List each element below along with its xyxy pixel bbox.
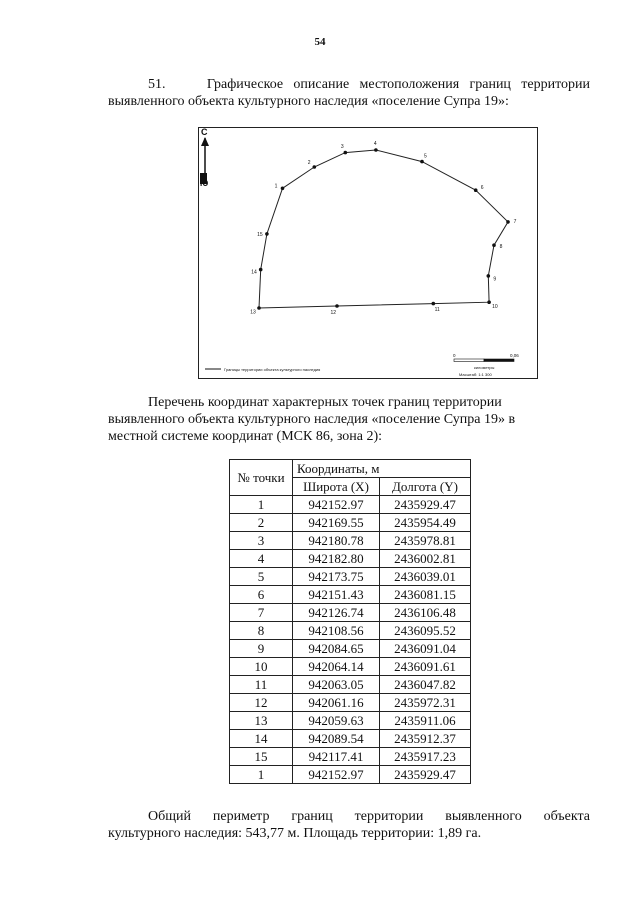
cell-point-number: 14 — [230, 730, 293, 748]
scale-unit: километры — [474, 365, 495, 370]
boundary-point-label: 3 — [340, 144, 344, 151]
map-legend — [205, 367, 320, 372]
cell-point-number: 8 — [230, 622, 293, 640]
boundary-point-label: 1 — [274, 183, 278, 190]
scale-bar — [453, 353, 519, 377]
boundary-point-marker — [506, 220, 510, 224]
section-heading — [108, 76, 590, 110]
cell-longitude: 2436106.48 — [380, 604, 471, 622]
cell-point-number: 1 — [230, 496, 293, 514]
cell-longitude: 2436047.82 — [380, 676, 471, 694]
cell-point-number: 9 — [230, 640, 293, 658]
header-latitude: Широта (X) — [293, 478, 380, 496]
cell-longitude: 2435917.23 — [380, 748, 471, 766]
cell-latitude: 942084.65 — [293, 640, 380, 658]
coords-intro — [108, 394, 590, 445]
boundary-point-label: 14 — [251, 269, 257, 276]
cell-longitude: 2436081.15 — [380, 586, 471, 604]
cell-latitude: 942126.74 — [293, 604, 380, 622]
table-row — [230, 514, 471, 532]
cell-point-number: 15 — [230, 748, 293, 766]
scale-segment-1 — [454, 359, 484, 362]
cell-latitude: 942182.80 — [293, 550, 380, 568]
table-row — [230, 658, 471, 676]
summary-line2: культурного наследия: 543,77 м. Площадь территории: 1,89 га. — [108, 826, 482, 841]
boundary-point-label: 10 — [492, 303, 498, 310]
page-number: 54 — [314, 36, 326, 48]
cell-point-number: 7 — [230, 604, 293, 622]
table-body — [230, 496, 471, 784]
cell-longitude: 2435929.47 — [380, 496, 471, 514]
boundary-point-label: 13 — [250, 309, 256, 316]
boundary-map-canvas — [199, 128, 539, 380]
boundary-point-marker — [259, 268, 263, 272]
cell-point-number: 13 — [230, 712, 293, 730]
cell-latitude: 942173.75 — [293, 568, 380, 586]
boundary-point-marker — [344, 151, 348, 155]
boundary-point-label: 9 — [493, 276, 497, 283]
scale-ratio: Масштаб: 1:1 300 — [459, 372, 492, 377]
cell-point-number: 6 — [230, 586, 293, 604]
cell-latitude: 942152.97 — [293, 496, 380, 514]
table-row — [230, 730, 471, 748]
table-row — [230, 622, 471, 640]
cell-longitude: 2435972.31 — [380, 694, 471, 712]
boundary-map — [198, 127, 538, 379]
cell-latitude: 942117.41 — [293, 748, 380, 766]
boundary-point-label: 2 — [307, 160, 311, 166]
coords-intro-line2: выявленного объекта культурного наследия «поселение Супра 19» в — [108, 412, 516, 427]
cell-latitude: 942061.16 — [293, 694, 380, 712]
boundary-point-marker — [265, 232, 269, 236]
cell-point-number: 12 — [230, 694, 293, 712]
header-longitude: Долгота (Y) — [380, 478, 471, 496]
scale-zero: 0 — [453, 353, 456, 358]
north-arrow — [200, 128, 209, 188]
cell-latitude: 942151.43 — [293, 586, 380, 604]
cell-point-number: 3 — [230, 532, 293, 550]
coordinates-table — [229, 459, 471, 784]
cell-latitude: 942152.97 — [293, 766, 380, 784]
cell-longitude: 2436002.81 — [380, 550, 471, 568]
cell-point-number: 1 — [230, 766, 293, 784]
scale-segment-2 — [484, 359, 514, 362]
cell-latitude: 942108.56 — [293, 622, 380, 640]
section-title-line1: Графическое описание местоположения границ территории — [206, 77, 590, 92]
cell-latitude: 942169.55 — [293, 514, 380, 532]
cell-latitude: 942063.05 — [293, 676, 380, 694]
boundary-points — [250, 141, 516, 316]
cell-longitude: 2436091.61 — [380, 658, 471, 676]
table-header-row — [230, 460, 471, 478]
boundary-point-marker — [420, 160, 424, 164]
cell-point-number: 2 — [230, 514, 293, 532]
table-row — [230, 586, 471, 604]
section-title-line2: выявленного объекта культурного наследия «поселение Супра 19»: — [108, 94, 509, 109]
cell-point-number: 10 — [230, 658, 293, 676]
territory-boundary — [259, 150, 508, 308]
table-row — [230, 640, 471, 658]
boundary-point-label: 7 — [513, 219, 517, 226]
boundary-point-label: 5 — [424, 153, 427, 160]
boundary-point-label: 15 — [257, 231, 263, 238]
legend-label: Границы территории объекта культурного наследия — [224, 367, 321, 372]
cell-longitude: 2435978.81 — [380, 532, 471, 550]
boundary-point-marker — [313, 165, 317, 169]
section-number: 51. — [148, 77, 166, 92]
boundary-point-marker — [492, 243, 496, 247]
boundary-point-marker — [432, 302, 436, 306]
section-heading-line1 — [108, 76, 590, 93]
boundary-point-marker — [335, 304, 339, 308]
header-point-number: № точки — [230, 460, 293, 496]
table-row — [230, 568, 471, 586]
boundary-point-label: 6 — [480, 185, 484, 192]
boundary-point-marker — [487, 300, 491, 304]
boundary-point-label: 8 — [499, 243, 503, 250]
boundary-point-label: 12 — [330, 309, 337, 316]
boundary-point-label: 11 — [434, 307, 440, 314]
scale-max: 0,06 — [510, 353, 519, 358]
boundary-point-marker — [257, 306, 261, 310]
table-row — [230, 694, 471, 712]
table-row — [230, 532, 471, 550]
cell-longitude: 2435954.49 — [380, 514, 471, 532]
table-row — [230, 604, 471, 622]
table-row — [230, 748, 471, 766]
header-coordinates: Координаты, м — [293, 460, 471, 478]
cell-point-number: 5 — [230, 568, 293, 586]
table-row — [230, 550, 471, 568]
north-label: С — [201, 128, 208, 137]
coords-intro-line3: местной системе координат (МСК 86, зона 2): — [108, 429, 383, 444]
coords-intro-line1: Перечень координат характерных точек границ территории — [148, 395, 502, 410]
cell-latitude: 942089.54 — [293, 730, 380, 748]
cell-latitude: 942059.63 — [293, 712, 380, 730]
boundary-point-marker — [474, 188, 478, 192]
north-arrow-head — [201, 137, 209, 146]
cell-latitude: 942180.78 — [293, 532, 380, 550]
boundary-point-marker — [487, 274, 491, 278]
south-label: Ю — [200, 179, 209, 188]
cell-longitude: 2435929.47 — [380, 766, 471, 784]
cell-point-number: 11 — [230, 676, 293, 694]
summary-line1: Общий периметр границ территории выявленного объекта — [148, 809, 590, 824]
boundary-point-label: 4 — [373, 140, 377, 147]
cell-latitude: 942064.14 — [293, 658, 380, 676]
summary — [108, 808, 590, 842]
table-row — [230, 712, 471, 730]
cell-longitude: 2436095.52 — [380, 622, 471, 640]
table-row — [230, 676, 471, 694]
cell-point-number: 4 — [230, 550, 293, 568]
table-row — [230, 766, 471, 784]
boundary-point-marker — [374, 148, 378, 152]
cell-longitude: 2436091.04 — [380, 640, 471, 658]
table-row — [230, 496, 471, 514]
cell-longitude: 2436039.01 — [380, 568, 471, 586]
cell-longitude: 2435911.06 — [380, 712, 471, 730]
cell-longitude: 2435912.37 — [380, 730, 471, 748]
boundary-point-marker — [281, 187, 285, 191]
